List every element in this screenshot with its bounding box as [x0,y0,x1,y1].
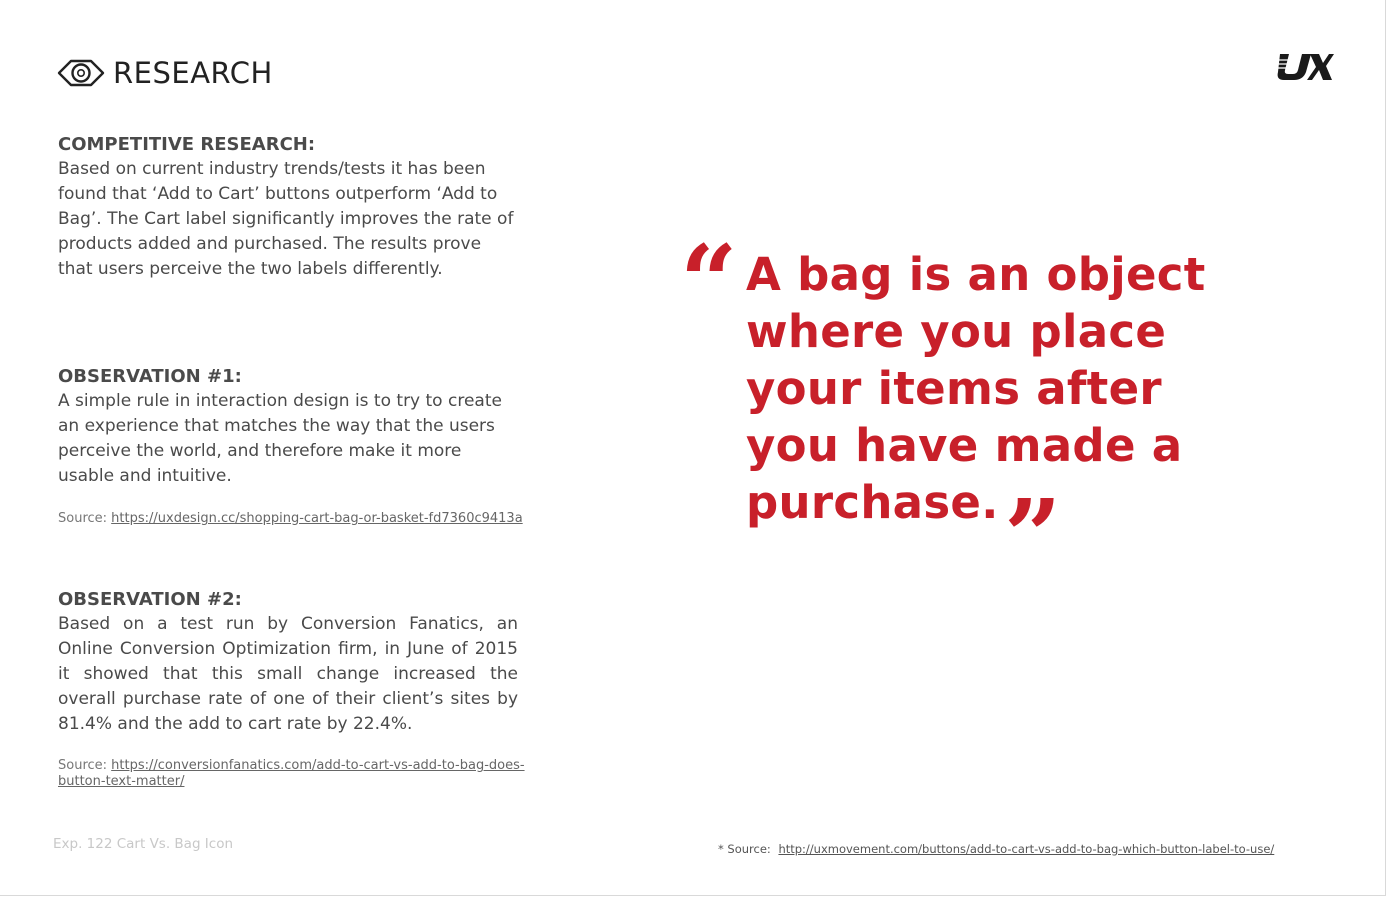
footnote [718,842,1274,856]
pull-quote: A bag is an object where you place your items after you have made a purchase. [746,248,1206,529]
observation-1-body: A simple rule in interaction design is to try to create an experience that matches the way that the users perceive the world, and therefore make it more usable and intuitive. [58,391,502,486]
observation-2-body: Based on a test run by Conversion Fanatics, an Online Conversion Optimization firm, in June of 2015 it showed that this small change increased the overall purchase rate of one of their client’s sites by 81.4% and the add to cart rate by 22.4%. [58,614,518,734]
page-title: RESEARCH [113,56,273,90]
footnote-link[interactable]: http://uxmovement.com/buttons/add-to-cart-vs-add-to-bag-which-button-label-to-use/ [778,842,1275,856]
source-link[interactable]: https://uxdesign.cc/shopping-cart-bag-or-basket-fd7360c9413a [111,511,523,526]
competitive-research-section [58,132,518,282]
close-quote-mark: ” [1004,477,1062,595]
source-label: Source: [58,511,108,526]
footnote-label: * Source: [718,842,771,856]
footer-label: Exp. 122 Cart Vs. Bag Icon [53,836,234,852]
ux-logo-icon [1276,50,1334,82]
observation-2-section [58,587,518,737]
eye-icon [57,56,105,90]
observation-1-heading: OBSERVATION #1: [58,366,242,387]
competitive-research-heading: COMPETITIVE RESEARCH: [58,134,316,155]
source-link[interactable]: https://conversionfanatics.com/add-to-cart-vs-add-to-bag-does-button-text-matter/ [58,758,525,789]
header [57,56,273,90]
open-quote-mark: “ [680,223,738,341]
observation-2-source [58,758,528,790]
observation-2-heading: OBSERVATION #2: [58,589,242,610]
observation-1-source [58,511,528,527]
competitive-research-body: Based on current industry trends/tests it has been found that ‘Add to Cart’ buttons outperform ‘Add to Bag’. The Cart label significantly improves the rate of products added and purchased. The results prove that users perceive the two labels differently. [58,159,514,279]
source-label: Source: [58,758,108,773]
observation-1-section [58,364,518,489]
